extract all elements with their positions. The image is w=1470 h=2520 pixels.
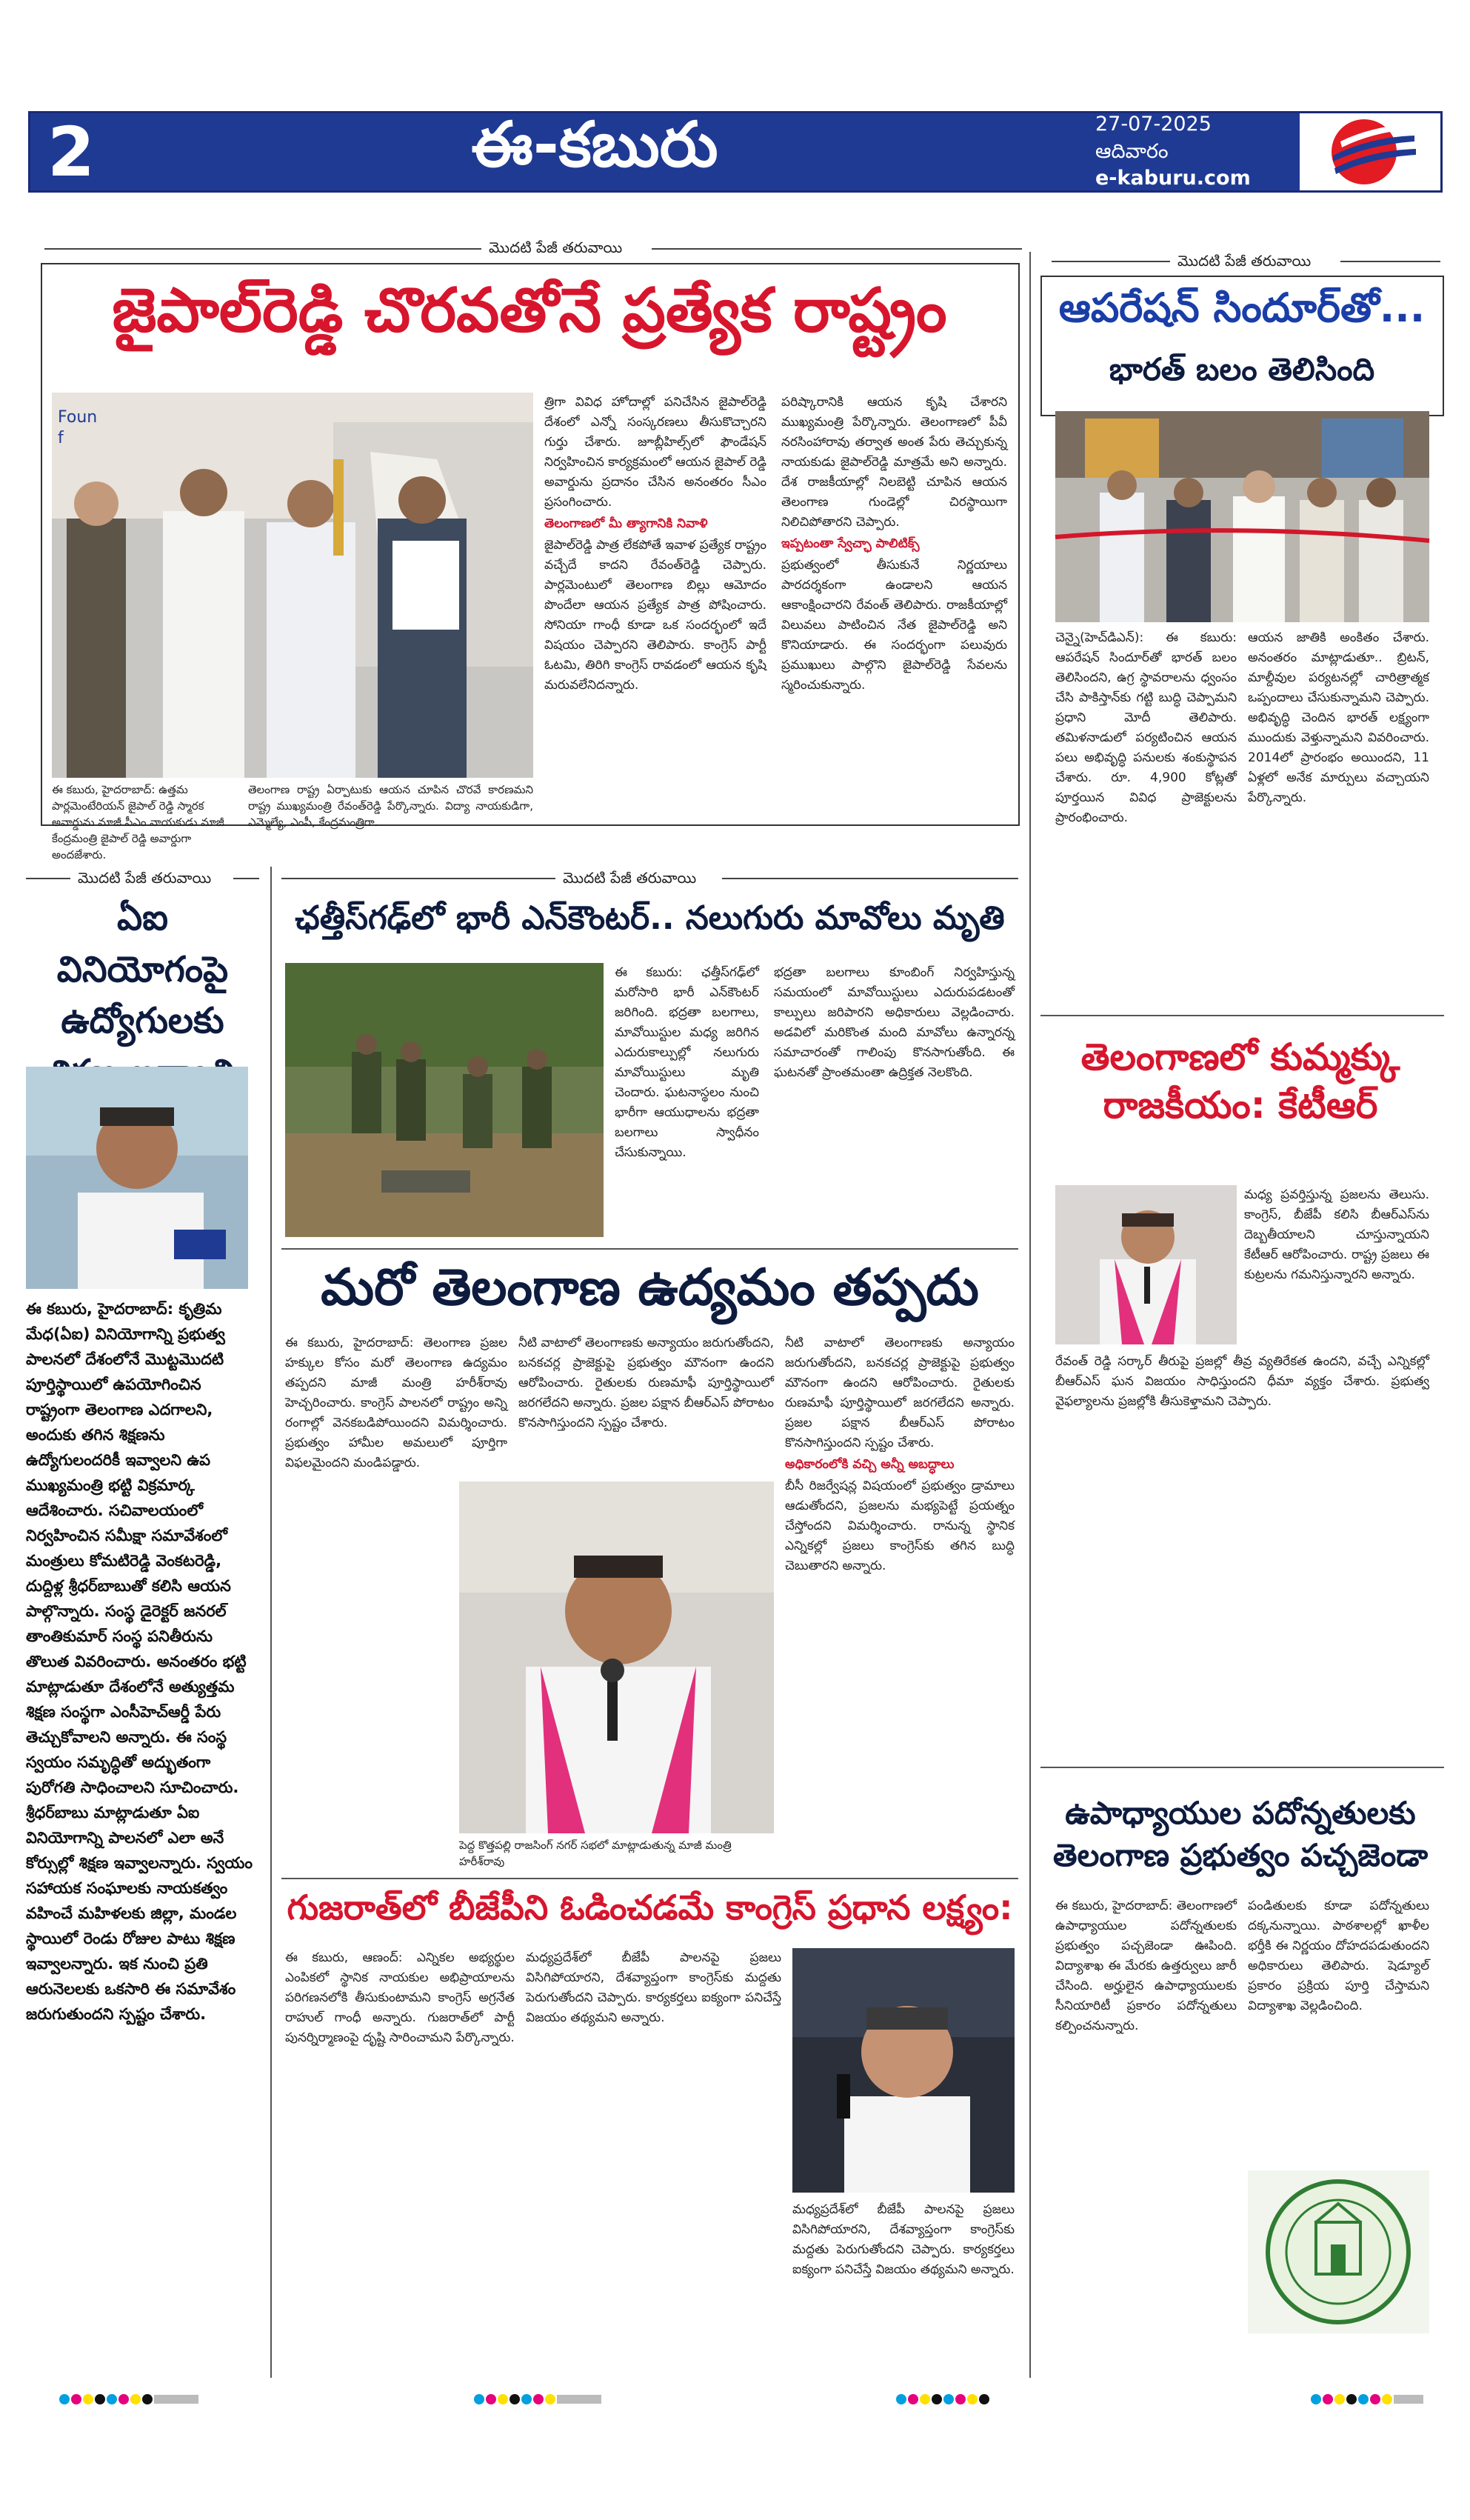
teachers-col-1 <box>1055 1896 1237 2378</box>
gujarat-text-3: మధ్యప్రదేశ్‌లో బీజేపీ పాలనపై ప్రజలు విసిగిపోయారని, దేశవ్యాప్తంగా కాంగ్రెస్‌కు మద్దతు పెరుగుతోందని చెప్పారు. కార్యకర్తలు ఐక్యంగా పనిచేస్తే విజయం తథ్యమని అన్నారు. <box>792 2202 1015 2277</box>
lead-text-2b: జైపాల్‌రెడ్డి పాత్ర లేకపోతే ఇవాళ ప్రత్యేక రాష్ట్రం వచ్చేదే కాదని రేవంత్‌రెడ్డి చెప్పారు. పార్లమెంటులో తెలంగాణ బిల్లు ఆమోదం పొందేలా ఆయన ప్రత్యేక పాత్ర పోషించారు. సోనియా గాంధీ కూడా ఒక సందర్భంలో ఇదే విషయం చెప్పారని తెలిపారు. కాంగ్రెస్ పార్టీ ఓటమి, తిరిగి కాంగ్రెస్ రావడంలో ఆయన కృషి మరువలేనిదన్నారు. <box>544 538 766 693</box>
ktr-col-2 <box>1055 1352 1429 1759</box>
lead-col-1 <box>248 781 533 829</box>
kicker-right-top: మొదటి పేజీ తరువాయి <box>1177 252 1312 270</box>
lead-text-3: పరిష్కారానికి ఆయన కృషి చేశారని ముఖ్యమంత్రి పేర్కొన్నారు. తెలంగాణలో పీవీ నరసింహారావు తర్వాత అంత పేరు తెచ్చుకున్న నాయకుడు జైపాల్‌రెడ్డి మాత్రమే అని అన్నారు. దేశ రాజకీయాల్లో నిలబెట్టి చూపిన ఆయన తెలంగాణ గుండెల్లో చిరస్థాయిగా నిలిచిపోతారని చెప్పారు. <box>781 395 1007 530</box>
registration-marks-mid-right <box>896 2394 989 2404</box>
ktr-headline: తెలంగాణలో కుమ్మక్కు రాజకీయం: కేటీఆర్ <box>1080 1036 1400 1127</box>
sindoor-text-1: చెన్నై(హెచ్‌డిఎన్): ఈ కబురు: ఆపరేషన్ సిందూర్‌తో భారత్ బలం తెలిసిందని, ఉగ్ర స్థావరాలను ధ్వంసం చేసి పాకిస్తాన్‌కు గట్టి బుద్ధి చెప్పామని ప్రధాని మోదీ తెలిపారు. తమిళనాడులో పర్యటించిన ఆయన పలు అభివృద్ధి పనులకు శంకుస్థాపన చేశారు. రూ. 4,900 కోట్లతో పూర్తయిన వివిధ ప్రాజెక్టులను ప్రారంభించారు. <box>1055 630 1237 825</box>
lead-subhead-3: ఇప్పటంతా స్వేచ్ఛా పాలిటిక్స్ <box>781 536 920 551</box>
kicker-line <box>233 878 259 879</box>
teachers-col-2 <box>1248 1896 1429 2163</box>
gujarat-text-2: మధ్యప్రదేశ్‌లో బీజేపీ పాలనపై ప్రజలు విసిగిపోయారని, దేశవ్యాప్తంగా కాంగ్రెస్‌కు మద్దతు పెరుగుతోందని చెప్పారు. కార్యకర్తలు ఐక్యంగా పనిచేస్తే విజయం తథ్యమని అన్నారు. <box>526 1950 781 2025</box>
chhattisgarh-headline: ఛత్తీస్‌గఢ్‌లో భారీ ఎన్‌కౌంటర్.. నలుగురు మావోలు మృతి <box>295 899 1005 937</box>
masthead-info <box>1078 113 1300 190</box>
lead-text-3b: ప్రభుత్వంలో తీసుకునే నిర్ణయాలు పారదర్శకంగా ఉండాలని ఆయన ఆకాంక్షించారని రేవంత్ తెలిపారు. రాజకీయాల్లో విలువలు పాటించిన నేత జైపాల్‌రెడ్డి అని కొనియాడారు. ఈ సందర్భంగా పలువురు ప్రముఖులు పాల్గొని జైపాల్‌రెడ్డి సేవలను స్మరించుకున్నారు. <box>781 558 1007 693</box>
issue-date: 27-07-2025 <box>1095 113 1212 136</box>
ktr-col-1 <box>1244 1185 1429 1344</box>
movement-photo <box>459 1481 774 1833</box>
logo-icon <box>1300 113 1440 190</box>
ktr-text-1: మధ్య ప్రవర్తిస్తున్న ప్రజలను తెలుసు. కాంగ్రెస్, బీజేపీ కలిసి బీఆర్ఎస్‌ను దెబ్బతీయాలని చూస్తున్నాయని కేటీఆర్ ఆరోపించారు. రాష్ట్ర ప్రజలు ఈ కుట్రలను గమనిస్తున్నారని అన్నారు. <box>1244 1187 1429 1282</box>
chhattisgarh-col-1 <box>615 963 759 1237</box>
divider <box>270 867 272 2378</box>
sindoor-text-2: ఆయన జాతికి అంకితం చేశారు. అనంతరం మాట్లాడుతూ.. బ్రిటన్, మాల్దీవుల పర్యటనల్లో చారిత్రాత్మక ఒప్పందాలు చేసుకున్నామని చెప్పారు. అభివృద్ధి చెందిన భారత్ లక్ష్యంగా ముందుకు వెళ్తున్నామని వివరించారు. 2014లో ప్రారంభం అయిందని, 11 ఏళ్లలో అనేక మార్పులు వచ్చాయని పేర్కొన్నారు. <box>1248 630 1429 805</box>
sindoor-col-2 <box>1248 628 1429 1010</box>
svg-text:Foun: Foun <box>58 408 98 427</box>
website: e-kaburu.com <box>1095 167 1251 190</box>
gujarat-col-2 <box>526 1948 781 2378</box>
ai-headline: ఏఐ వినియోగంపై ఉద్యోగులకు <box>56 897 229 1042</box>
gujarat-text-1: ఈ కబురు, ఆణంద్: ఎన్నికల అభ్యర్థుల ఎంపికలో స్థానిక నాయకుల అభిప్రాయాలను పరిగణనలోకి తీసుకుంటామని కాంగ్రెస్ అగ్రనేత రాహుల్ గాంధీ అన్నారు. గుజరాత్‌లో పార్టీ పునర్నిర్మాణంపై దృష్టి సారించామని పేర్కొన్నారు. <box>285 1950 515 2045</box>
kicker-line <box>281 878 555 879</box>
sindoor-headline-2: భారత్ బలం తెలిసింది <box>1109 351 1375 387</box>
ai-body: ఈ కబురు, హైదరాబాద్: కృత్రిమ మేధ(ఏఐ) వినియోగాన్ని ప్రభుత్వ పాలనలో దేశంలోనే మొట్టమొదటి పూర్తిస్థాయిలో ఉపయోగించిన రాష్ట్రంగా తెలంగాణ ఎదగాలని, అందుకు తగిన శిక్షణను ఉద్యోగులందరికీ ఇవ్వాలని ఉప ముఖ్యమంత్రి భట్టి విక్రమార్క ఆదేశించారు. సచివాలయంలో నిర్వహించిన సమీక్షా సమావేశంలో మంత్రులు కోమటిరెడ్డి వెంకటరెడ్డి, దుద్దిళ్ల శ్రీధర్‌బాబుతో కలిసి ఆయన పాల్గొన్నారు. సంస్థ డైరెక్టర్ జనరల్ తాంతికుమార్ సంస్థ పనితీరును తొలుత వివరించారు. అనంతరం భట్టి మాట్లాడుతూ దేశంలోనే అత్యుత్తమ శిక్షణ సంస్థగా ఎంసీహెచ్ఆర్డీ పేరు తెచ్చుకోవాలని అన్నారు. ఈ సంస్థ స్వయం సమృద్ధితో అద్భుతంగా పురోగతి సాధించాలని సూచించారు. శ్రీధర్‌బాబు మాట్లాడుతూ ఏఐ వినియోగాన్ని పాలనలో ఎలా అనే కోర్సుల్లో శిక్షణ ఇవ్వాలన్నారు. స్వయం సహాయక సంఘాలకు నాయకత్వం వహించే మహిళలకు జిల్లా, మండల స్థాయిలో రెండు రోజుల పాటు శిక్షణ ఇవ్వాలన్నారు. ఇక నుంచి ప్రతి ఆరునెలలకు ఒకసారి ఈ సమావేశం జరుగుతుందని స్పష్టం చేశారు. <box>26 1300 253 2023</box>
ktr-photo <box>1055 1185 1237 1344</box>
divider <box>1040 1015 1444 1016</box>
lead-photo <box>52 393 533 778</box>
lead-headline: జైపాల్‌రెడ్డి చొరవతోనే ప్రత్యేక రాష్ట్రం <box>112 276 947 346</box>
kicker-line <box>26 878 70 879</box>
kicker-middle: మొదటి పేజీ తరువాయి <box>563 869 697 887</box>
teachers-headline: ఉపాధ్యాయుల పదోన్నతులకు తెలంగాణ ప్రభుత్వం పచ్చజెండా <box>1052 1795 1429 1873</box>
movement-text-2: నీటి వాటాలో తెలంగాణకు అన్యాయం జరుగుతోందని, బనకచర్ల ప్రాజెక్టుపై ప్రభుత్వం మౌనంగా ఉందని ఆరోపించారు. రైతులకు రుణమాఫీ పూర్తిస్థాయిలో జరగలేదని అన్నారు. ప్రజల పక్షాన బీఆర్ఎస్ పోరాటం కొనసాగిస్తుందని స్పష్టం చేశారు. <box>518 1336 774 1430</box>
chhattisgarh-col-2 <box>774 963 1015 1237</box>
lead-text-2: త్రిగా వివిధ హోదాల్లో పనిచేసిన జైపాల్‌రెడ్డి దేశంలో ఎన్నో సంస్కరణలు తీసుకొచ్చారని గుర్తు చేశారు. జూబ్లీహిల్స్‌లో ఫౌండేషన్ నిర్వహించిన కార్యక్రమంలో ఆయన జైపాల్ రెడ్డి అవార్డును ప్రదానం చేసిన అనంతరం సీఎం ప్రసంగించారు. <box>544 395 766 510</box>
svg-text:f: f <box>58 429 64 447</box>
masthead <box>28 107 1443 193</box>
divider <box>1040 1767 1444 1768</box>
gujarat-headline: గుజరాత్‌లో బీజేపీని ఓడించడమే కాంగ్రెస్ ప్రధాన లక్ష్యం: <box>287 1887 1013 1927</box>
gujarat-col-1 <box>285 1948 515 2378</box>
sindoor-headline-1: ఆపరేషన్ సిందూర్‌తో... <box>1058 284 1426 331</box>
divider <box>281 1248 1018 1250</box>
registration-marks-right <box>1311 2394 1423 2404</box>
kicker-lead: మొదటి పేజీ తరువాయి <box>489 239 623 256</box>
lead-col-3 <box>781 393 1007 815</box>
kicker-line <box>722 878 1018 879</box>
movement-col-3 <box>785 1333 1015 1870</box>
divider <box>281 1878 1018 1879</box>
sindoor-photo <box>1055 411 1429 622</box>
lead-col-2 <box>544 393 766 815</box>
kicker-left-side: మొదటి పేజీ తరువాయి <box>78 869 212 887</box>
telangana-govt-emblem <box>1248 2170 1429 2333</box>
registration-marks-mid-left <box>474 2394 601 2404</box>
page-number: 2 <box>30 113 112 190</box>
lead-text-1: తెలంగాణ రాష్ట్ర ఏర్పాటుకు ఆయన చూపిన చొరవే కారణమని రాష్ట్ర ముఖ్యమంత్రి రేవంత్‌రెడ్డి పేర్కొన్నారు. విద్యా నాయకుడిగా, ఎమ్మెల్యే, ఎంపీ, కేంద్రమంత్రిగా. <box>248 783 533 829</box>
teachers-text-2: పండితులకు కూడా పదోన్నతులు దక్కనున్నాయి. పాఠశాలల్లో ఖాళీల భర్తీకి ఈ నిర్ణయం దోహదపడుతుందని అధికారులు తెలిపారు. షెడ్యూల్ ప్రకారం ప్రక్రియ పూర్తి చేస్తామని విద్యాశాఖ వెల్లడించింది. <box>1248 1899 1429 2013</box>
movement-col-2 <box>518 1333 774 1481</box>
kicker-line <box>652 248 1022 250</box>
kicker-line <box>1052 261 1170 262</box>
divider <box>1029 252 1031 2378</box>
lead-caption: ఈ కబురు, హైదరాబాద్: ఉత్తమ పార్లమెంటేరియన్ జైపాల్ రెడ్డి స్మారక అవార్డును మాజీ సీఎం నాయకుడు మాజీ కేంద్రమంత్రి జైపాల్ రెడ్డి అవార్డుగా అందజేశారు. <box>52 783 224 861</box>
movement-text-3: బీసీ రిజర్వేషన్ల విషయంలో ప్రభుత్వం డ్రామాలు ఆడుతోందని, ప్రజలను మభ్యపెట్టే ప్రయత్నం చేస్తోందని విమర్శించారు. రానున్న స్థానిక ఎన్నికల్లో ప్రజలు కాంగ్రెస్‌కు తగిన బుద్ధి చెబుతారని అన్నారు. <box>785 1479 1015 1573</box>
ktr-text-2: రేవంత్ రెడ్డి సర్కార్ తీరుపై ప్రజల్లో తీవ్ర వ్యతిరేకత ఉందని, వచ్చే ఎన్నికల్లో బీఆర్ఎస్ ఘన విజయం సాధిస్తుందని ధీమా వ్యక్తం చేశారు. ప్రభుత్వ వైఫల్యాలను ప్రజల్లోకి తీసుకెళ్తామని చెప్పారు. <box>1055 1354 1429 1409</box>
chhattisgarh-text-2: భద్రతా బలగాలు కూంబింగ్ నిర్వహిస్తున్న సమయంలో మావోయిస్టులు ఎదురుపడటంతో కాల్పులు జరిపారని అధికారులు వెల్లడించారు. అడవిలో మరికొంత మంది మావోలు ఉన్నారన్న సమాచారంతో గాలింపు కొనసాగుతోంది. ఈ ఘటనతో ప్రాంతమంతా ఉద్రిక్తత నెలకొంది. <box>774 965 1015 1080</box>
kicker-line <box>44 248 481 250</box>
gujarat-photo <box>792 1948 1015 2193</box>
chhattisgarh-text-1: ఈ కబురు: ఛత్తీస్‌గఢ్‌లో మరోసారి భారీ ఎన్‌కౌంటర్ జరిగింది. భద్రతా బలగాలు, మావోయిస్టుల మధ్య జరిగిన ఎదురుకాల్పుల్లో నలుగురు మావోయిస్టులు మృతి చెందారు. ఘటనాస్థలం నుంచి భారీగా ఆయుధాలను భద్రతా బలగాలు స్వాధీనం చేసుకున్నాయి. <box>615 965 759 1160</box>
movement-headline: మరో తెలంగాణ ఉద్యమం తప్పదు <box>321 1259 979 1317</box>
issue-day: ఆదివారం <box>1095 139 1169 163</box>
movement-caption: పెద్ద కొత్తపల్లి రాజసింగ్ నగర్ సభలో మాట్లాడుతున్న మాజీ మంత్రి హరీశ్‌రావు <box>459 1839 732 1868</box>
paper-name: ఈ-కబురు <box>112 113 1078 190</box>
chhattisgarh-photo <box>285 963 604 1237</box>
gujarat-col-3 <box>792 2200 1015 2378</box>
teachers-text-1: ఈ కబురు, హైదరాబాద్: తెలంగాణలో ఉపాధ్యాయుల పదోన్నతులకు ప్రభుత్వం పచ్చజెండా ఊపింది. విద్యాశాఖ ఈ మేరకు ఉత్తర్వులు జారీ చేసింది. అర్హులైన ఉపాధ్యాయులకు సీనియారిటీ ప్రకారం పదోన్నతులు కల్పించనున్నారు. <box>1055 1899 1237 2033</box>
kicker-line <box>1340 261 1440 262</box>
ai-photo <box>26 1067 248 1289</box>
movement-text-3a: నీటి వాటాలో తెలంగాణకు అన్యాయం జరుగుతోందని, బనకచర్ల ప్రాజెక్టుపై ప్రభుత్వం మౌనంగా ఉందని ఆరోపించారు. రైతులకు రుణమాఫీ పూర్తిస్థాయిలో జరగలేదని అన్నారు. ప్రజల పక్షాన బీఆర్ఎస్ పోరాటం కొనసాగిస్తుందని స్పష్టం చేశారు. <box>785 1336 1015 1450</box>
movement-text-1: ఈ కబురు, హైదరాబాద్: తెలంగాణ ప్రజల హక్కుల కోసం మరో తెలంగాణ ఉద్యమం తప్పదని మాజీ మంత్రి హరీశ్‌రావు హెచ్చరించారు. కాంగ్రెస్ పాలనలో రాష్ట్రం అన్ని రంగాల్లో వెనకబడిపోయిందని విమర్శించారు. ప్రభుత్వం హామీల అమలులో పూర్తిగా విఫలమైందని మండిపడ్డారు. <box>285 1336 507 1470</box>
movement-subhead: అధికారంలోకి వచ్చి అన్నీ అబద్ధాలు <box>785 1457 955 1472</box>
sindoor-col-1 <box>1055 628 1237 1010</box>
lead-subhead-2: తెలంగాణలో మీ త్యాగానికి నివాళి <box>544 516 708 531</box>
registration-marks-left <box>59 2394 198 2404</box>
